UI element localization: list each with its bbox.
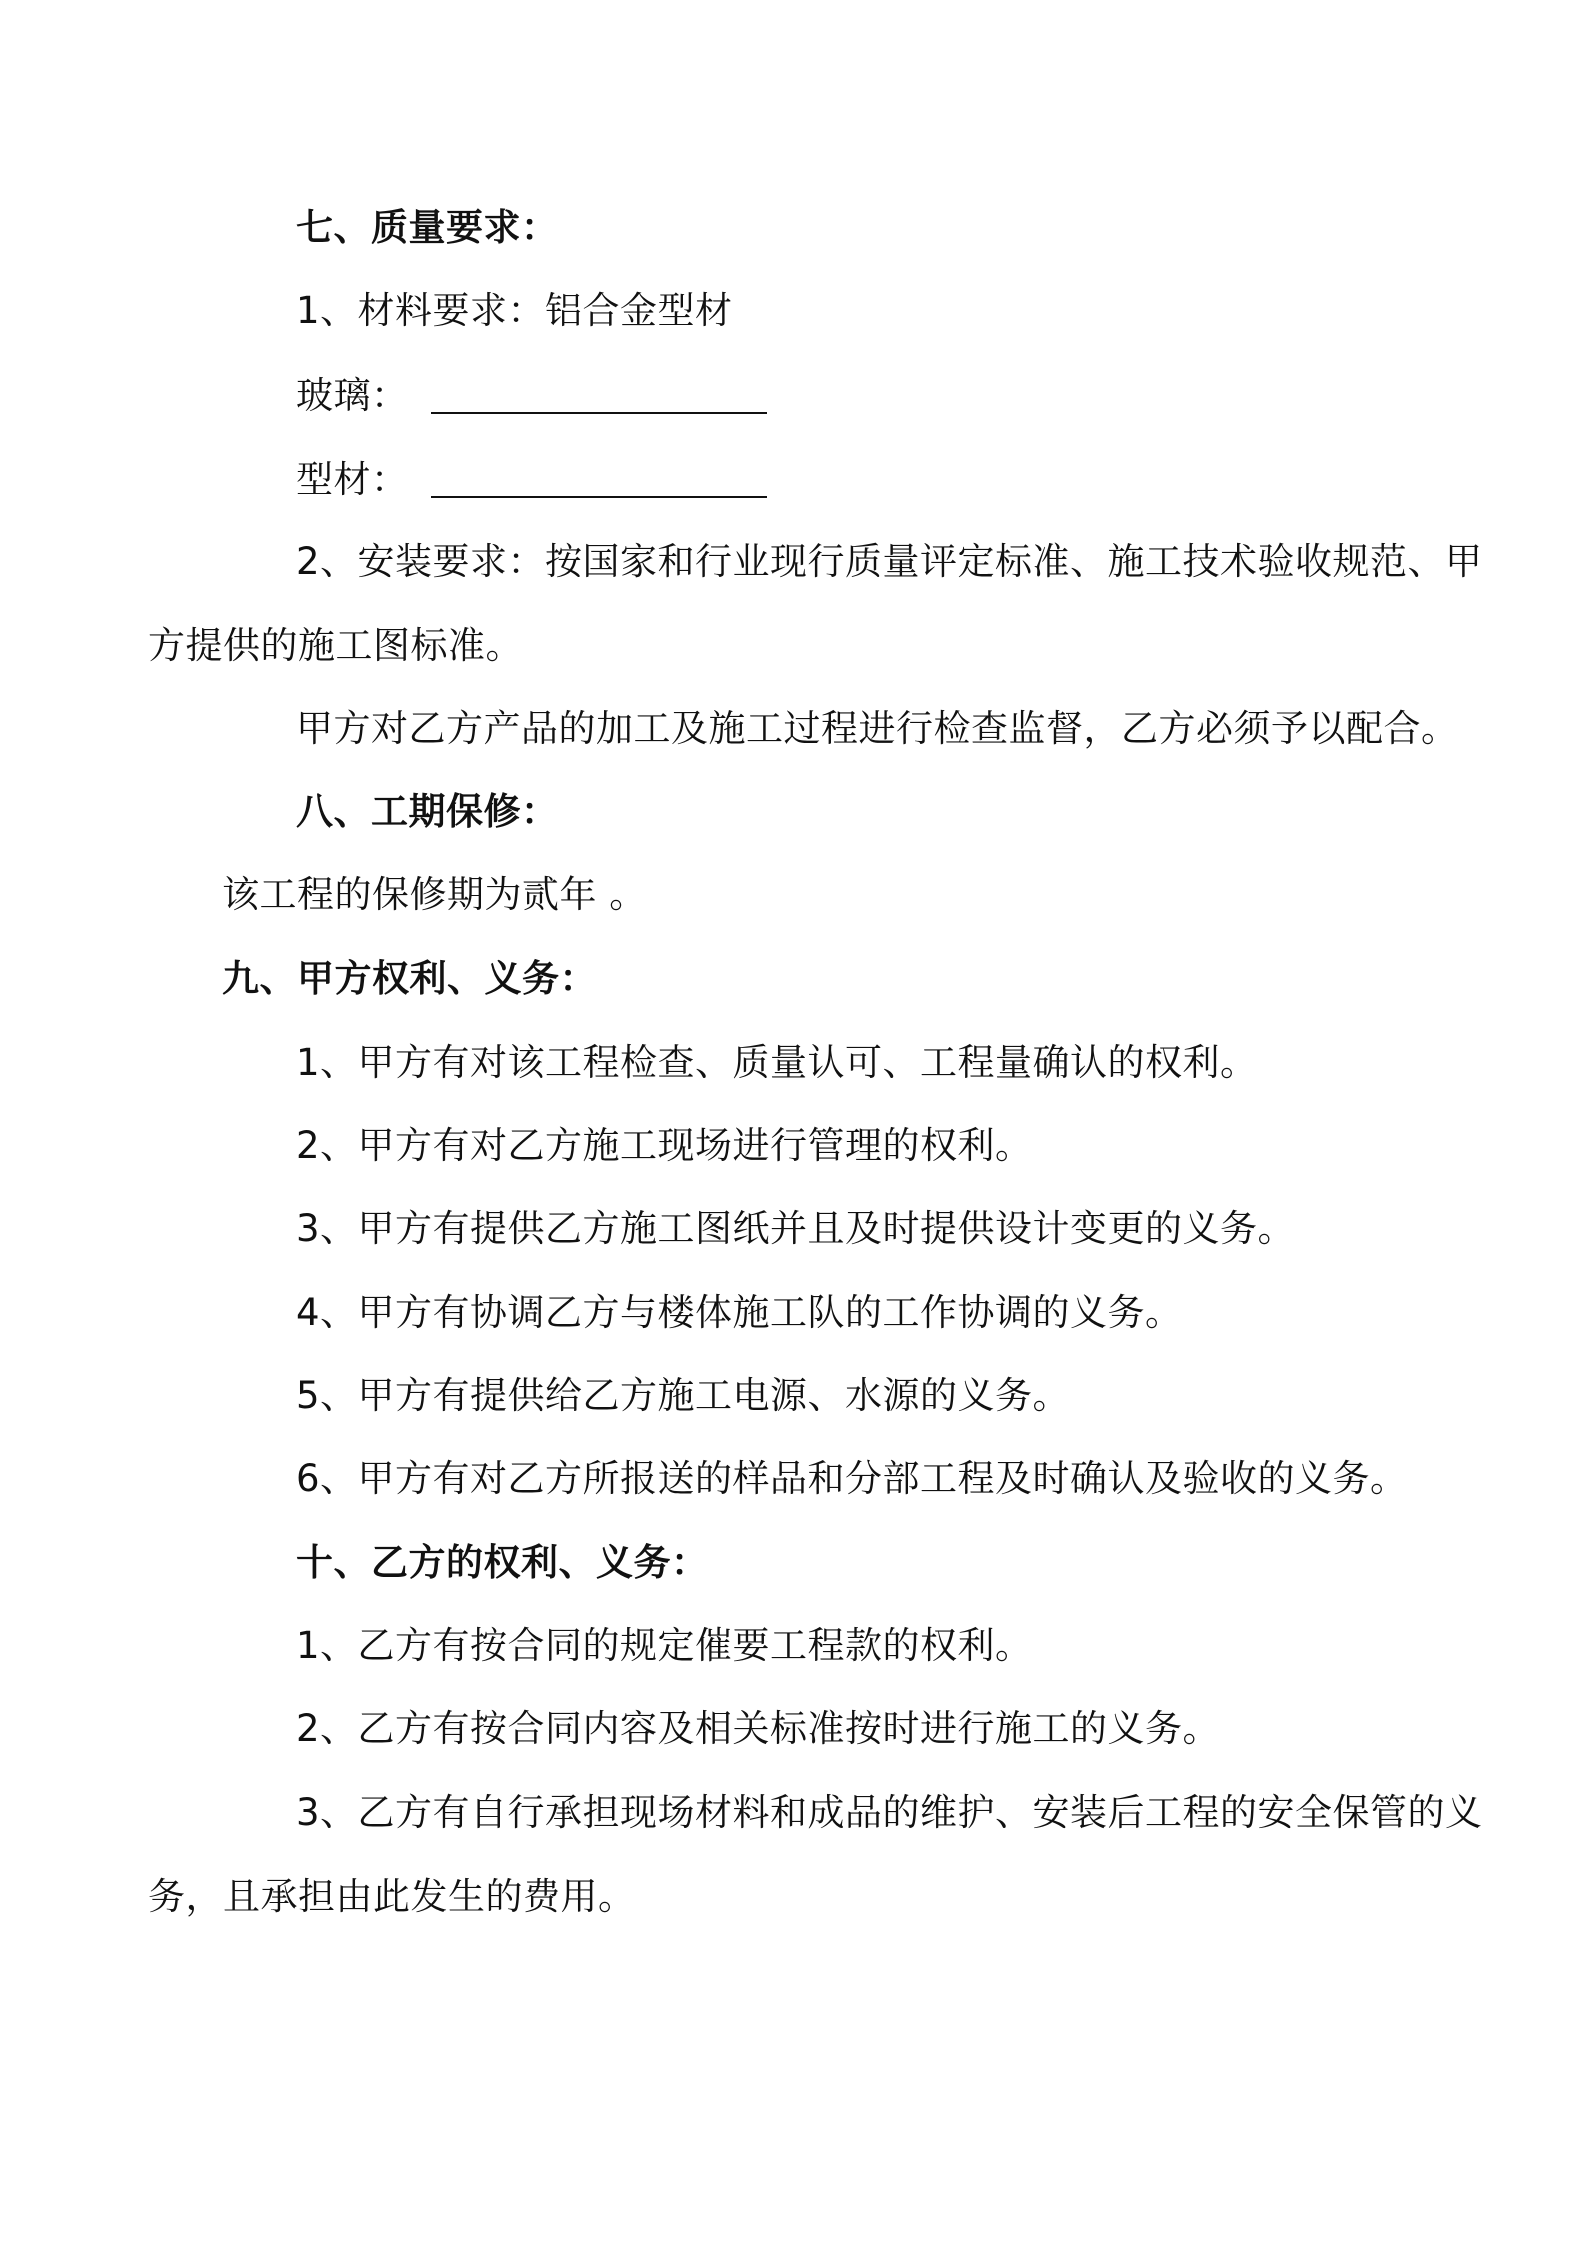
list-item: 4、甲方有协调乙方与楼体施工队的工作协调的义务。 xyxy=(296,1291,1183,1334)
glass-field xyxy=(296,374,767,418)
glass-blank-line xyxy=(431,384,767,414)
list-item: 3、甲方有提供乙方施工图纸并且及时提供设计变更的义务。 xyxy=(296,1207,1296,1250)
list-item: 6、甲方有对乙方所报送的样品和分部工程及时确认及验收的义务。 xyxy=(296,1457,1408,1500)
supervision-paragraph: 甲方对乙方产品的加工及施工过程进行检查监督，乙方必须予以配合。 xyxy=(296,707,1459,750)
profile-label: 型材： xyxy=(296,458,409,501)
install-requirement-line2: 方提供的施工图标准。 xyxy=(148,624,523,667)
section10-item3-line1: 3、乙方有自行承担现场材料和成品的维护、安装后工程的安全保管的义 xyxy=(296,1791,1483,1834)
section10-item3-line2: 务，且承担由此发生的费用。 xyxy=(148,1875,636,1918)
section7-heading: 七、质量要求： xyxy=(296,206,559,249)
material-requirement: 1、材料要求：铝合金型材 xyxy=(296,289,733,332)
profile-field xyxy=(296,458,767,502)
profile-blank-line xyxy=(431,468,767,498)
install-requirement-line1: 2、安装要求：按国家和行业现行质量评定标准、施工技术验收规范、甲 xyxy=(296,540,1483,583)
list-item: 2、甲方有对乙方施工现场进行管理的权利。 xyxy=(296,1124,1033,1167)
warranty-paragraph: 该工程的保修期为贰年 。 xyxy=(222,873,647,916)
section8-heading: 八、工期保修： xyxy=(296,790,559,833)
section9-heading: 九、甲方权利、义务： xyxy=(222,957,597,1000)
list-item: 5、甲方有提供给乙方施工电源、水源的义务。 xyxy=(296,1374,1071,1417)
list-item: 1、甲方有对该工程检查、质量认可、工程量确认的权利。 xyxy=(296,1041,1258,1084)
list-item: 1、乙方有按合同的规定催要工程款的权利。 xyxy=(296,1624,1033,1667)
list-item: 2、乙方有按合同内容及相关标准按时进行施工的义务。 xyxy=(296,1707,1221,1750)
glass-label: 玻璃： xyxy=(296,374,409,417)
section10-heading: 十、乙方的权利、义务： xyxy=(296,1541,709,1584)
